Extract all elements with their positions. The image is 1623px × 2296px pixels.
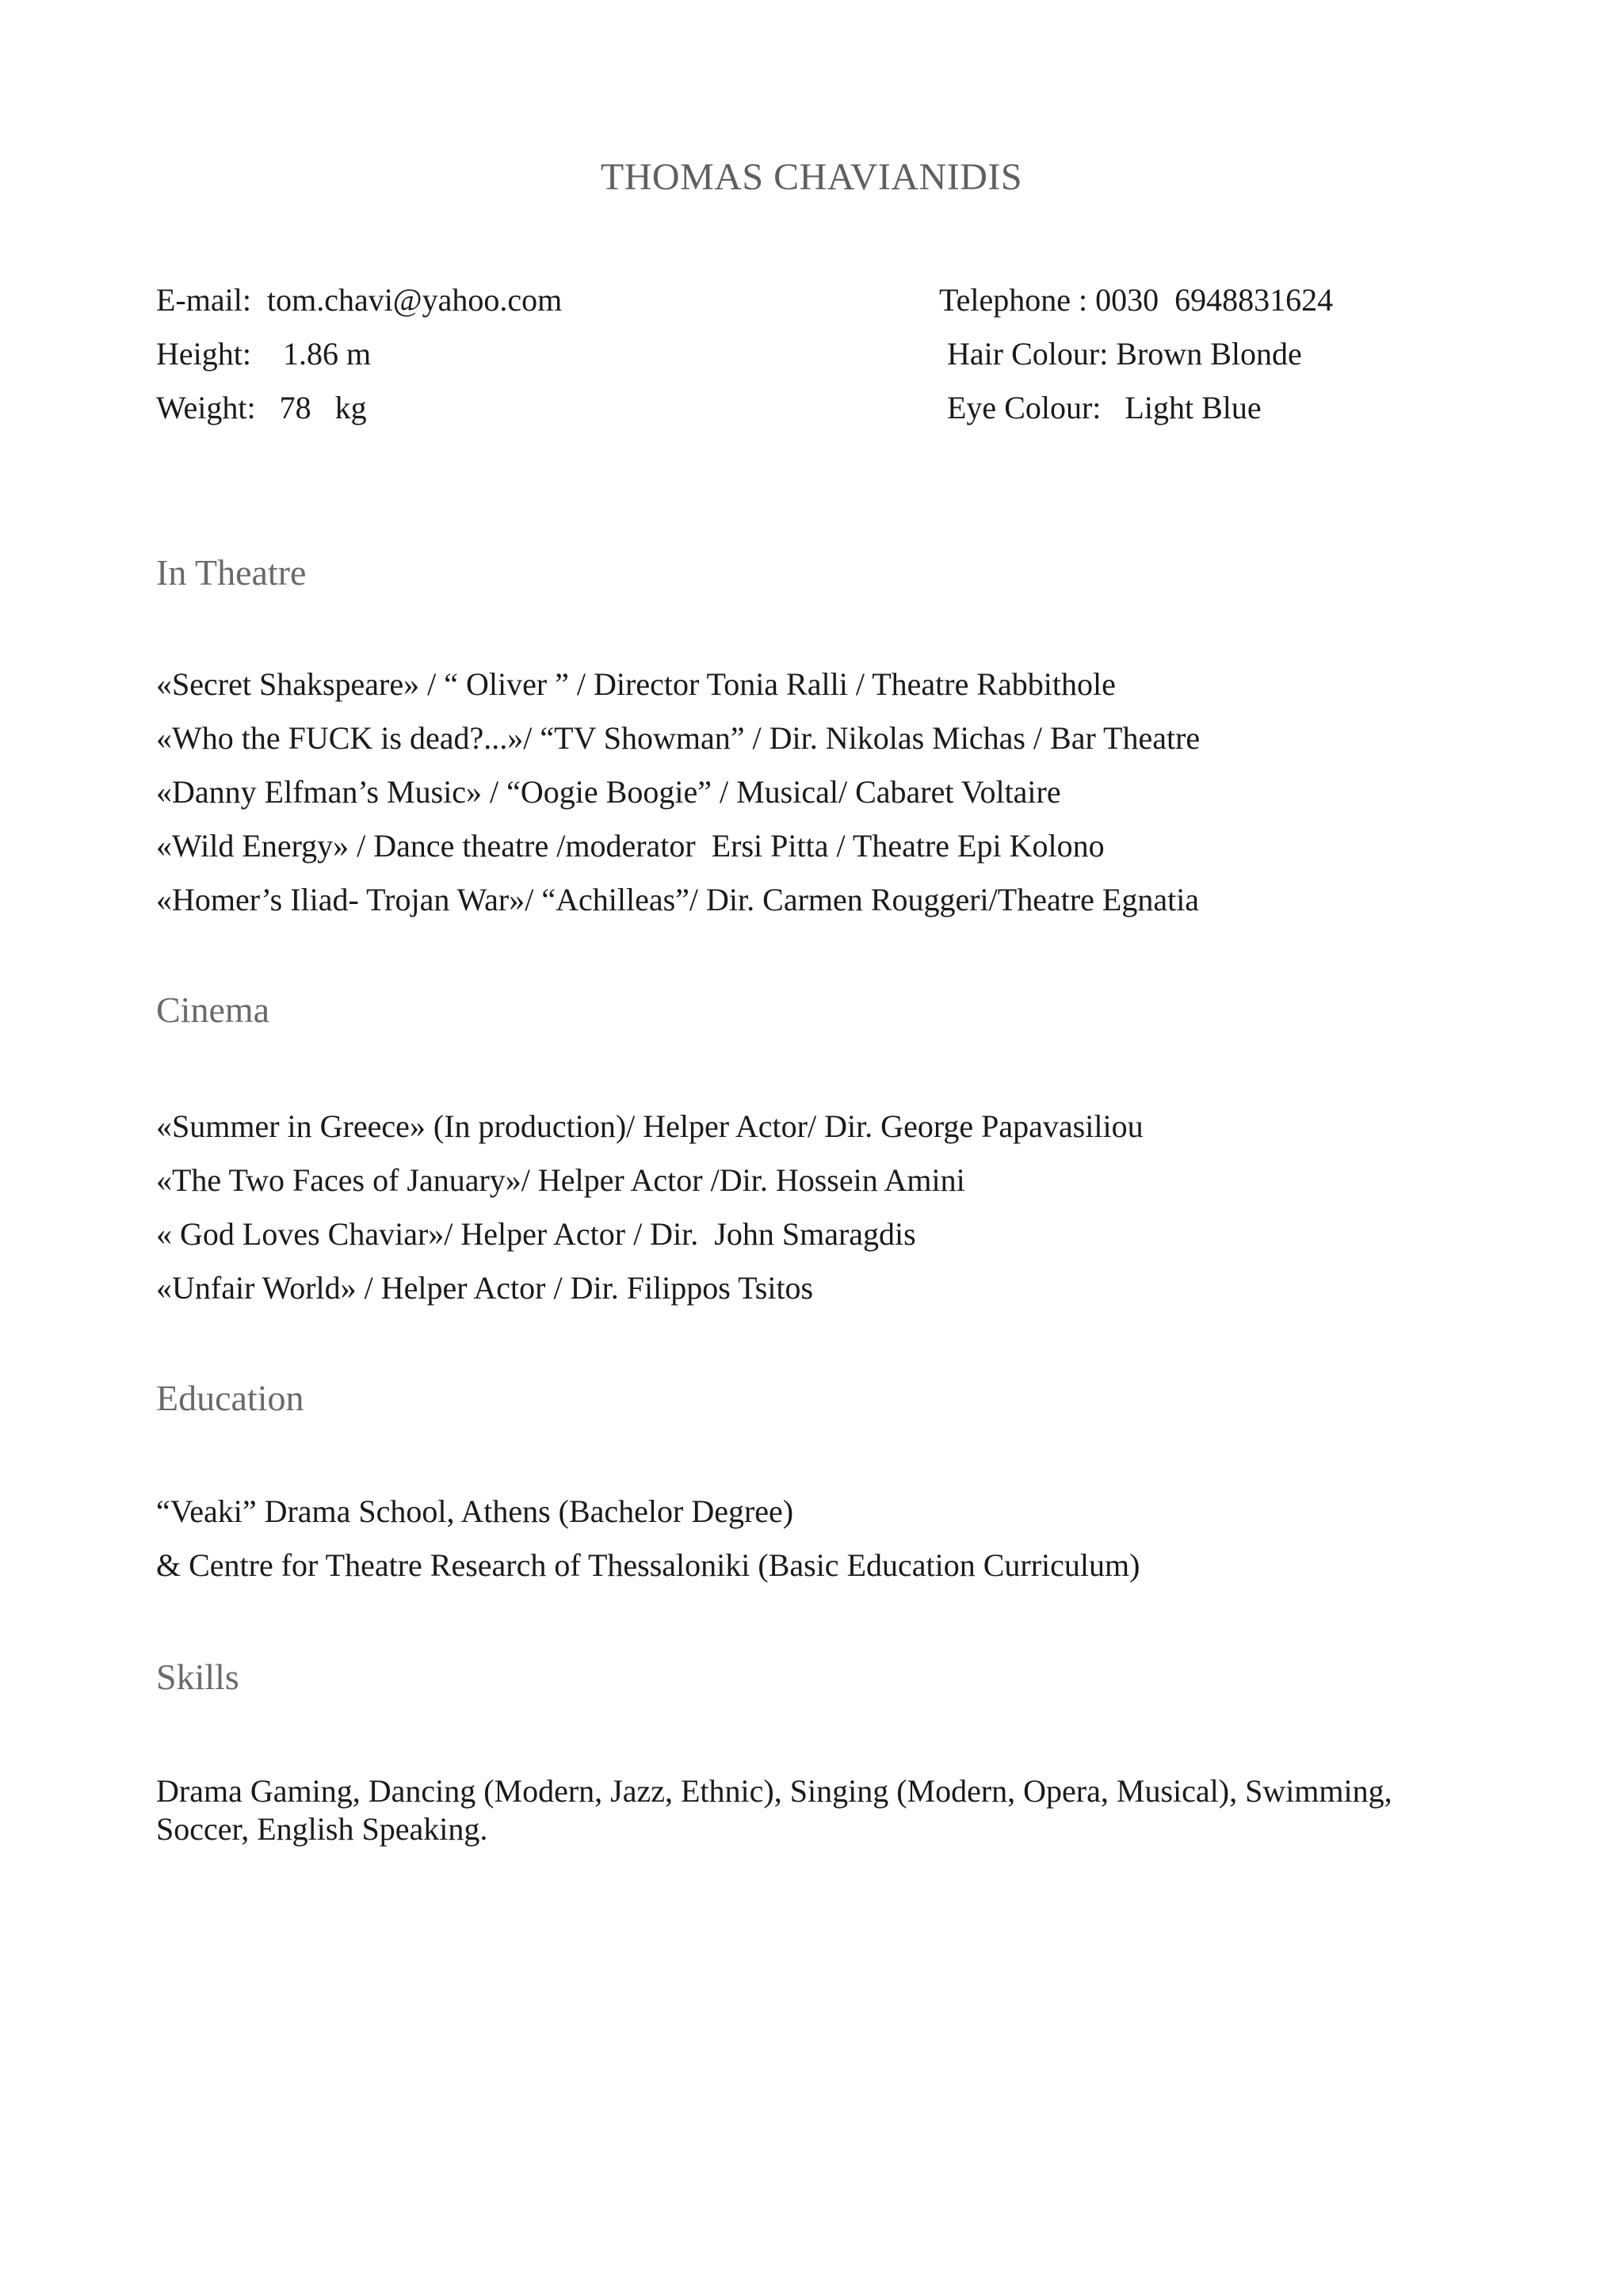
theatre-entry: «Wild Energy» / Dance theatre /moderator Ersi Pitta / Theatre Epi Kolono [156, 828, 1105, 864]
skills-text: Drama Gaming, Dancing (Modern, Jazz, Ethnic), Singing (Modern, Opera, Musical), Swimming, Soccer, English Speaking. [156, 1773, 1392, 1847]
theatre-entry: «Homer’s Iliad- Trojan War»/ “Achilleas”/ Dir. Carmen Rouggeri/Theatre Egnatia [156, 882, 1200, 917]
theatre-heading: In Theatre [156, 552, 307, 593]
cinema-heading: Cinema [156, 990, 270, 1030]
cinema-entry: « God Loves Chaviar»/ Helper Actor / Dir. John Smaragdis [156, 1216, 916, 1252]
eye-colour-line: Eye Colour: Light Blue [939, 390, 1262, 425]
telephone-line: Telephone : 0030 6948831624 [939, 282, 1334, 318]
email-line: E-mail: tom.chavi@yahoo.com [156, 282, 563, 318]
hair-colour-line: Hair Colour: Brown Blonde [939, 336, 1302, 372]
education-heading: Education [156, 1378, 304, 1418]
height-line: Height: 1.86 m [156, 336, 372, 372]
theatre-entry: «Who the FUCK is dead?...»/ “TV Showman” / Dir. Nikolas Michas / Bar Theatre [156, 720, 1201, 756]
cinema-entry: «The Two Faces of January»/ Helper Actor /Dir. Hossein Amini [156, 1162, 965, 1198]
theatre-entry: «Secret Shakspeare» / “ Oliver ” / Director Tonia Ralli / Theatre Rabbithole [156, 666, 1116, 702]
skills-heading: Skills [156, 1657, 239, 1697]
theatre-entry: «Danny Elfman’s Music» / “Oogie Boogie” / Musical/ Cabaret Voltaire [156, 774, 1061, 810]
weight-line: Weight: 78 kg [156, 390, 367, 425]
cinema-entry: «Summer in Greece» (In production)/ Helper Actor/ Dir. George Papavasiliou [156, 1108, 1144, 1144]
education-entry: “Veaki” Drama School, Athens (Bachelor Degree) [156, 1493, 794, 1529]
resume-name: THOMAS CHAVIANIDIS [600, 156, 1023, 198]
cinema-entry: «Unfair World» / Helper Actor / Dir. Filippos Tsitos [156, 1270, 814, 1306]
education-entry: & Centre for Theatre Research of Thessaloniki (Basic Education Curriculum) [156, 1547, 1140, 1583]
